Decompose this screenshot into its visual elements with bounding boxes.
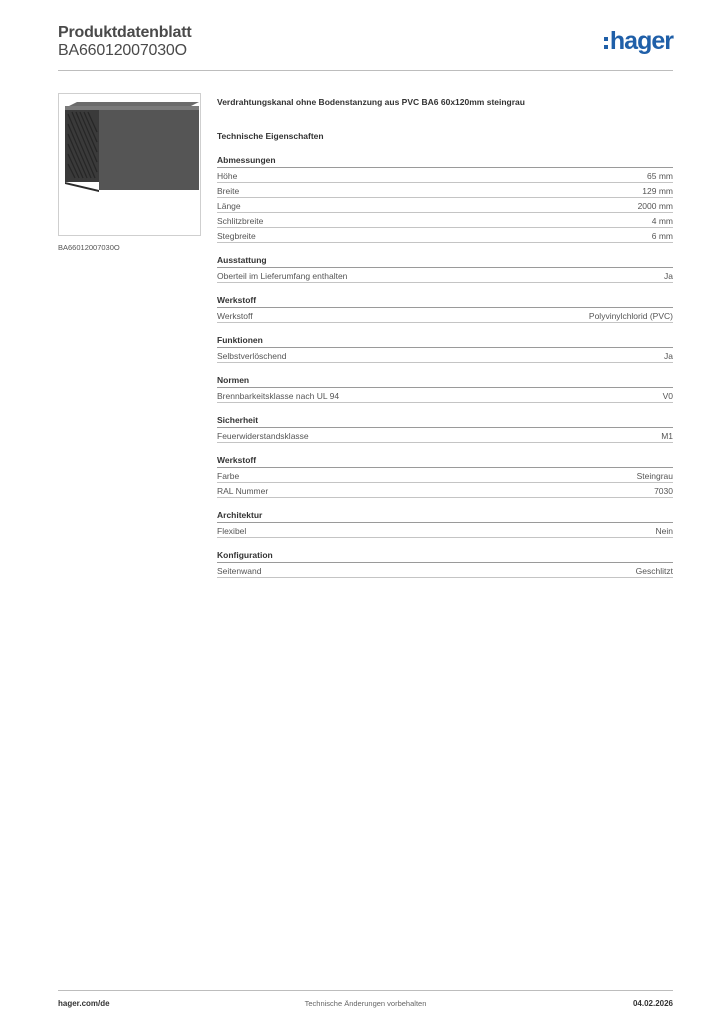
section-title: Funktionen (217, 334, 673, 348)
product-description: Verdrahtungskanal ohne Bodenstanzung aus PVC BA6 60x120mm steingrau (217, 97, 525, 107)
section-title: Abmessungen (217, 154, 673, 168)
logo-dots-icon (604, 37, 608, 49)
property-row (217, 563, 673, 578)
property-value: 2000 mm (637, 201, 673, 211)
property-value: Polyvinylchlorid (PVC) (588, 311, 673, 321)
footer-notice: Technische Änderungen vorbehalten (304, 999, 427, 1008)
property-label: Brennbarkeitsklasse nach UL 94 (217, 391, 340, 401)
property-label: Schlitzbreite (217, 216, 264, 226)
property-row (217, 308, 673, 323)
section-title: Werkstoff (217, 294, 673, 308)
property-section (217, 454, 673, 498)
property-section (217, 334, 673, 363)
property-label: Farbe (217, 471, 240, 481)
property-row (217, 213, 673, 228)
property-row (217, 483, 673, 498)
image-caption: BA66012007030O (58, 243, 120, 252)
property-row (217, 388, 673, 403)
property-value: Ja (664, 271, 673, 281)
property-value: 129 mm (642, 186, 673, 196)
property-value: Geschlitzt (635, 566, 673, 576)
property-section (217, 254, 673, 283)
property-row (217, 168, 673, 183)
logo-text: hager (609, 27, 673, 55)
property-label: RAL Nummer (217, 486, 269, 496)
property-row (217, 348, 673, 363)
property-section (217, 509, 673, 538)
article-number: BA66012007030O (58, 42, 187, 59)
page-footer (58, 990, 673, 1011)
technical-properties-title: Technische Eigenschaften (217, 131, 324, 141)
section-title: Normen (217, 374, 673, 388)
section-title: Werkstoff (217, 454, 673, 468)
property-row (217, 268, 673, 283)
property-value: 7030 (654, 486, 673, 496)
section-title: Architektur (217, 509, 673, 523)
property-value: 6 mm (651, 231, 673, 241)
property-row (217, 183, 673, 198)
property-value: 4 mm (651, 216, 673, 226)
property-section (217, 154, 673, 243)
product-details (217, 95, 673, 578)
property-section (217, 294, 673, 323)
page-header (58, 22, 673, 71)
document-date: 04.02.2026 (632, 999, 673, 1008)
property-value: Steingrau (636, 471, 673, 481)
product-image (58, 93, 201, 236)
property-label: Flexibel (217, 526, 247, 536)
property-value: V0 (662, 391, 673, 401)
property-label: Selbstverlöschend (217, 351, 287, 361)
property-value: 65 mm (647, 171, 673, 181)
property-value: M1 (661, 431, 673, 441)
property-label: Oberteil im Lieferumfang enthalten (217, 271, 348, 281)
section-title: Sicherheit (217, 414, 673, 428)
property-label: Werkstoff (217, 311, 253, 321)
property-section (217, 549, 673, 578)
hager-logo (604, 28, 673, 54)
cable-duct-image (59, 94, 200, 235)
property-row (217, 198, 673, 213)
property-row (217, 468, 673, 483)
website-link[interactable]: hager.com/de (58, 999, 110, 1008)
property-label: Feuerwiderstandsklasse (217, 431, 309, 441)
property-label: Breite (217, 186, 240, 196)
property-label: Länge (217, 201, 241, 211)
property-value: Nein (655, 526, 673, 536)
property-value: Ja (664, 351, 673, 361)
property-label: Seitenwand (217, 566, 262, 576)
document-title: Produktdatenblatt (58, 24, 192, 41)
property-section (217, 414, 673, 443)
properties-sections (217, 154, 673, 578)
property-label: Höhe (217, 171, 238, 181)
property-row (217, 523, 673, 538)
property-row (217, 228, 673, 243)
section-title: Ausstattung (217, 254, 673, 268)
property-row (217, 428, 673, 443)
section-title: Konfiguration (217, 549, 673, 563)
property-section (217, 374, 673, 403)
property-label: Stegbreite (217, 231, 256, 241)
